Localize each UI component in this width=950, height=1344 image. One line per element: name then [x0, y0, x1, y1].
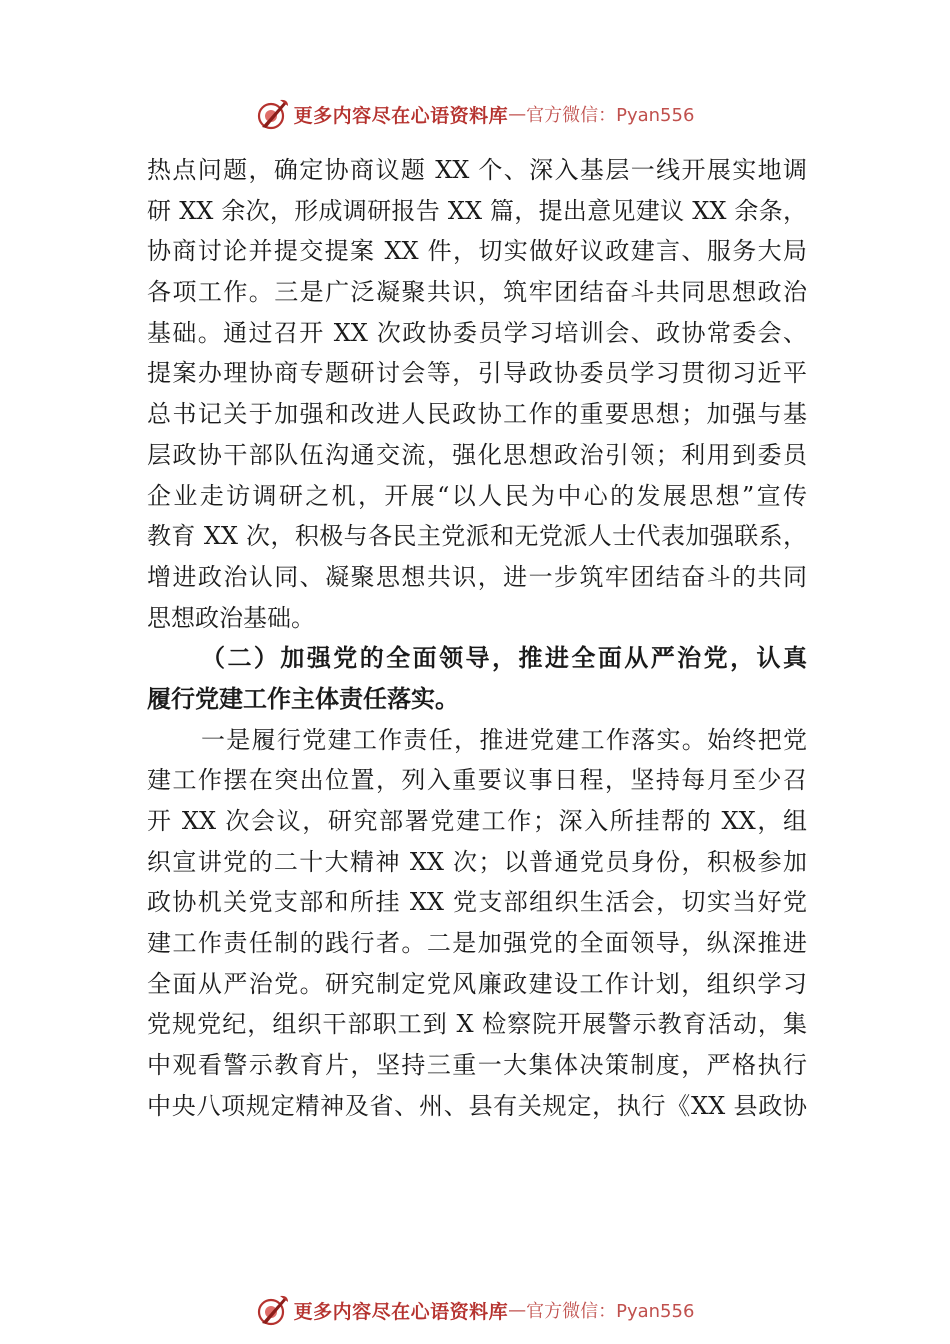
body-line: 企业走访调研之机，开展“以人民为中心的发展思想”宣传	[147, 481, 807, 510]
body-line: 开 XX 次会议，研究部署党建工作；深入所挂帮的 XX，组	[147, 807, 807, 835]
body-line: 一是履行党建工作责任，推进党建工作落实。始终把党	[201, 725, 807, 754]
footer-wechat-text: 官方微信：Pyan556	[526, 1301, 695, 1322]
body-line: 全面从严治党。研究制定党风廉政建设工作计划，组织学习	[147, 969, 807, 998]
document-body	[147, 150, 807, 1127]
body-line: 政协机关党支部和所挂 XX 党支部组织生活会，切实当好党	[147, 888, 807, 917]
footer-brand-text: 更多内容尽在心语资料库	[293, 1300, 509, 1323]
body-line: 研 XX 余次，形成调研报告 XX 篇，提出意见建议 XX 余条，	[147, 196, 807, 225]
body-line: 提案办理协商专题研讨会等，引导政协委员学习贯彻习近平	[147, 359, 807, 388]
body-line: 织宣讲党的二十大精神 XX 次；以普通党员身份，积极参加	[147, 847, 807, 876]
body-line: 层政协干部队伍沟通交流，强化思想政治引领；利用到委员	[147, 440, 807, 469]
body-line: 各项工作。三是广泛凝聚共识，筑牢团结奋斗共同思想政治	[147, 278, 807, 307]
section-heading: （二）加强党的全面领导，推进全面从严治党，认真	[201, 643, 807, 673]
body-line: 协商讨论并提交提案 XX 件，切实做好议政建言、服务大局	[147, 237, 807, 266]
body-line: 增进政治认同、凝聚思想共识，进一步筑牢团结奋斗的共同	[147, 562, 807, 591]
body-line: 中央八项规定精神及省、州、县有关规定，执行《XX 县政协	[147, 1091, 807, 1120]
header-banner	[0, 94, 950, 134]
body-line: 热点问题，确定协商议题 XX 个、深入基层一线开展实地调	[147, 156, 807, 184]
footer-banner	[0, 1290, 950, 1330]
body-line: 总书记关于加强和改进人民政协工作的重要思想；加强与基	[147, 400, 807, 429]
body-line: 基础。通过召开 XX 次政协委员学习培训会、政协常委会、	[147, 318, 807, 347]
quill-seal-icon	[256, 1293, 290, 1327]
section-heading-cont: 履行党建工作主体责任落实。	[147, 683, 459, 713]
body-line: 建工作摆在突出位置，列入重要议事日程，坚持每月至少召	[147, 766, 807, 795]
header-separator: —	[508, 103, 527, 125]
footer-separator: —	[508, 1299, 527, 1321]
header-wechat-text: 官方微信：Pyan556	[526, 105, 695, 126]
body-line: 中观看警示教育片，坚持三重一大集体决策制度，严格执行	[147, 1051, 807, 1080]
quill-seal-icon	[256, 97, 290, 131]
body-line: 教育 XX 次，积极与各民主党派和无党派人士代表加强联系，	[147, 522, 807, 551]
body-line: 党规党纪，组织干部职工到 X 检察院开展警示教育活动，集	[147, 1010, 807, 1039]
body-line: 思想政治基础。	[147, 603, 315, 632]
header-brand-text: 更多内容尽在心语资料库	[293, 104, 509, 127]
body-line: 建工作责任制的践行者。二是加强党的全面领导，纵深推进	[147, 929, 807, 958]
